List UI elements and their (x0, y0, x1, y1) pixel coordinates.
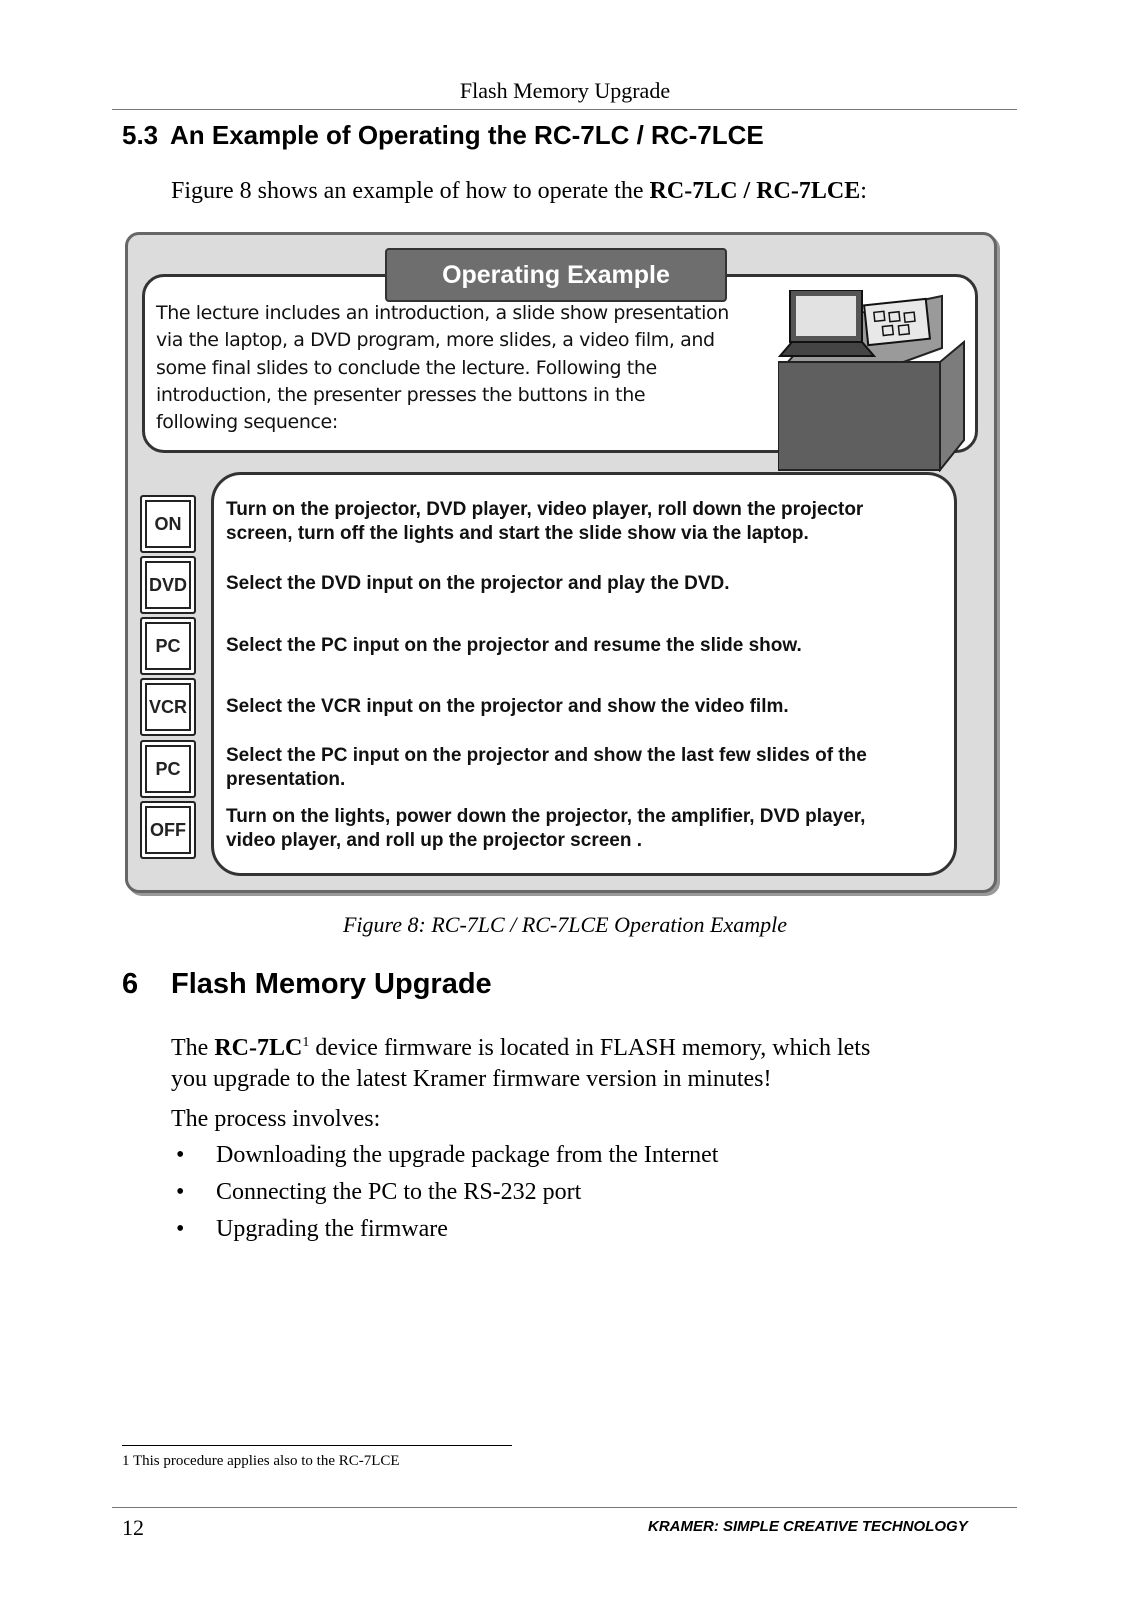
intro-model-name: RC-7LC / RC-7LCE (649, 178, 861, 204)
paragraph-line: you upgrade to the latest Kramer firmware version in minutes! (171, 1066, 772, 1092)
bullet-text: Downloading the upgrade package from the Internet (216, 1142, 719, 1168)
section-number: 5.3 (122, 120, 159, 150)
footnote-rule (122, 1445, 512, 1446)
step-line: video player, and roll up the projector screen . (226, 830, 643, 851)
bullet-item (176, 1216, 448, 1243)
step-text-off (226, 805, 941, 853)
vcr-button-icon: VCR (140, 678, 196, 736)
bullet-icon: • (176, 1179, 185, 1205)
step-line: screen, turn off the lights and start the slide show via the laptop. (226, 523, 809, 544)
bullet-text: Upgrading the firmware (216, 1216, 448, 1242)
story-line: The lecture includes an introduction, a slide show presentation (156, 302, 729, 324)
off-button-icon: OFF (140, 801, 196, 859)
page-number: 12 (122, 1515, 144, 1540)
footer-brand: KRAMER: SIMPLE CREATIVE TECHNOLOGY (648, 1518, 968, 1535)
step-line: Select the PC input on the projector and show the last few slides of the (226, 745, 867, 766)
intro-text: Figure 8 shows an example of how to operate the (171, 178, 650, 204)
story-line: introduction, the presenter presses the buttons in the (156, 383, 646, 406)
header-rule (112, 109, 1017, 110)
step-text-vcr (226, 695, 941, 719)
step-line: Select the PC input on the projector and resume the slide show. (226, 635, 802, 656)
intro-colon: : (860, 178, 867, 204)
footer-rule (112, 1507, 1017, 1508)
intro-paragraph (171, 178, 867, 205)
model-name: RC-7LC (214, 1035, 303, 1061)
control-panel-icon (864, 299, 930, 345)
story-text (156, 300, 796, 436)
story-line: following sequence: (156, 411, 338, 434)
bullet-item (176, 1142, 718, 1169)
firmware-paragraph (171, 1027, 991, 1095)
lectern-side (940, 342, 964, 470)
step-text-pc-final (226, 744, 941, 792)
figure-title: Operating Example (385, 248, 727, 302)
story-line: via the laptop, a DVD program, more slides, a video film, and (156, 329, 715, 352)
step-line: presentation. (226, 769, 346, 790)
section-number: 6 (122, 968, 139, 1000)
step-line: Turn on the projector, DVD player, video player, roll down the projector (226, 499, 864, 520)
footnote: 1 This procedure applies also to the RC-7LCE (122, 1453, 400, 1469)
pc-button-icon: PC (140, 740, 196, 798)
pc-button-icon: PC (140, 617, 196, 675)
figure-caption: Figure 8: RC-7LC / RC-7LCE Operation Example (342, 912, 788, 937)
step-line: Turn on the lights, power down the projector, the amplifier, DVD player, (226, 806, 866, 827)
dvd-button-icon: DVD (140, 556, 196, 614)
on-button-icon: ON (140, 495, 196, 553)
bullet-text: Connecting the PC to the RS-232 port (216, 1179, 582, 1205)
section-heading-6 (122, 968, 492, 1001)
section-title: An Example of Operating the RC-7LC / RC-7LCE (170, 120, 764, 150)
footnote-marker: 1 (302, 1035, 310, 1050)
step-text-on (226, 498, 941, 546)
step-line: Select the VCR input on the projector and show the video film. (226, 696, 789, 717)
laptop-display (796, 296, 856, 336)
para-text: device firmware is located in FLASH memory, which lets (309, 1035, 871, 1061)
bullet-item (176, 1179, 581, 1206)
story-line: some final slides to conclude the lecture. Following the (156, 356, 657, 379)
step-line: Select the DVD input on the projector and play the DVD. (226, 573, 730, 594)
paragraph-line (171, 1027, 991, 1064)
section-heading-5-3 (122, 120, 764, 151)
section-title: Flash Memory Upgrade (171, 968, 492, 1000)
step-text-pc (226, 634, 941, 658)
laptop-keyboard (780, 342, 874, 356)
lectern-illustration (778, 290, 968, 472)
process-intro: The process involves: (171, 1106, 381, 1132)
para-text: The (171, 1035, 215, 1061)
step-text-dvd (226, 572, 941, 596)
bullet-icon: • (176, 1216, 185, 1242)
running-header: Flash Memory Upgrade (459, 78, 671, 103)
bullet-icon: • (176, 1142, 185, 1168)
lectern-body (778, 362, 940, 470)
